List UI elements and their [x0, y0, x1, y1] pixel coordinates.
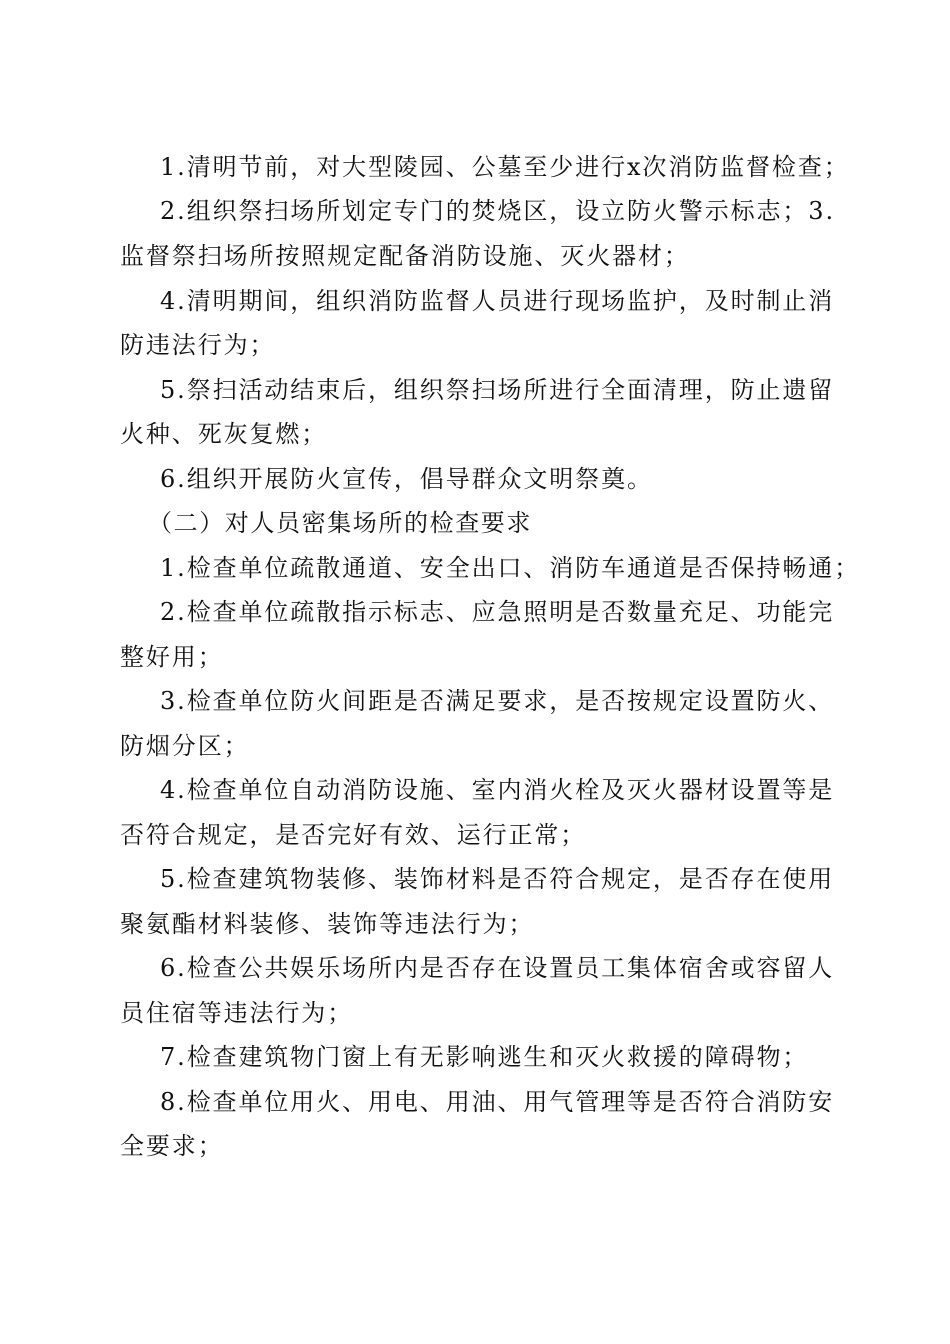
text-line: 1.清明节前，对大型陵园、公墓至少进行x次消防监督检查； — [160, 153, 850, 181]
text-line: 火种、死灰复燃； — [120, 420, 328, 448]
text-line: 监督祭扫场所按照规定配备消防设施、灭火器材； — [120, 242, 690, 270]
text-line: 4.清明期间，组织消防监督人员进行现场监护，及时制止消 — [160, 287, 835, 315]
text-line: 6.检查公共娱乐场所内是否存在设置员工集体宿舍或容留人 — [160, 954, 835, 982]
text-line: 2.组织祭扫场所划定专门的焚烧区，设立防火警示标志；3. — [160, 197, 835, 225]
text-line: 3.检查单位防火间距是否满足要求，是否按规定设置防火、 — [160, 687, 835, 715]
section-heading: （二）对人员密集场所的检查要求 — [148, 509, 532, 537]
text-line: 2.检查单位疏散指示标志、应急照明是否数量充足、功能完 — [160, 598, 835, 626]
text-line: 防烟分区； — [120, 732, 250, 760]
text-line: 5.祭扫活动结束后，组织祭扫场所进行全面清理，防止遗留 — [160, 376, 835, 404]
text-line: 5.检查建筑物装修、装饰材料是否符合规定，是否存在使用 — [160, 865, 835, 893]
text-line: 否符合规定，是否完好有效、运行正常； — [120, 821, 587, 849]
text-line: 1.检查单位疏散通道、安全出口、消防车通道是否保持畅通； — [160, 554, 861, 582]
text-line: 6.组织开展防火宣传，倡导群众文明祭奠。 — [160, 465, 653, 493]
text-line: 7.检查建筑物门窗上有无影响逃生和灭火救援的障碍物； — [160, 1043, 809, 1071]
text-line: 整好用； — [120, 643, 224, 671]
text-line: 全要求； — [120, 1132, 224, 1160]
text-line: 4.检查单位自动消防设施、室内消火栓及灭火器材设置等是 — [160, 776, 835, 804]
text-line: 聚氨酯材料装修、装饰等违法行为； — [120, 910, 535, 938]
text-line: 8.检查单位用火、用电、用油、用气管理等是否符合消防安 — [160, 1088, 835, 1116]
text-line: 防违法行为； — [120, 331, 276, 359]
text-line: 员住宿等违法行为； — [120, 999, 354, 1027]
